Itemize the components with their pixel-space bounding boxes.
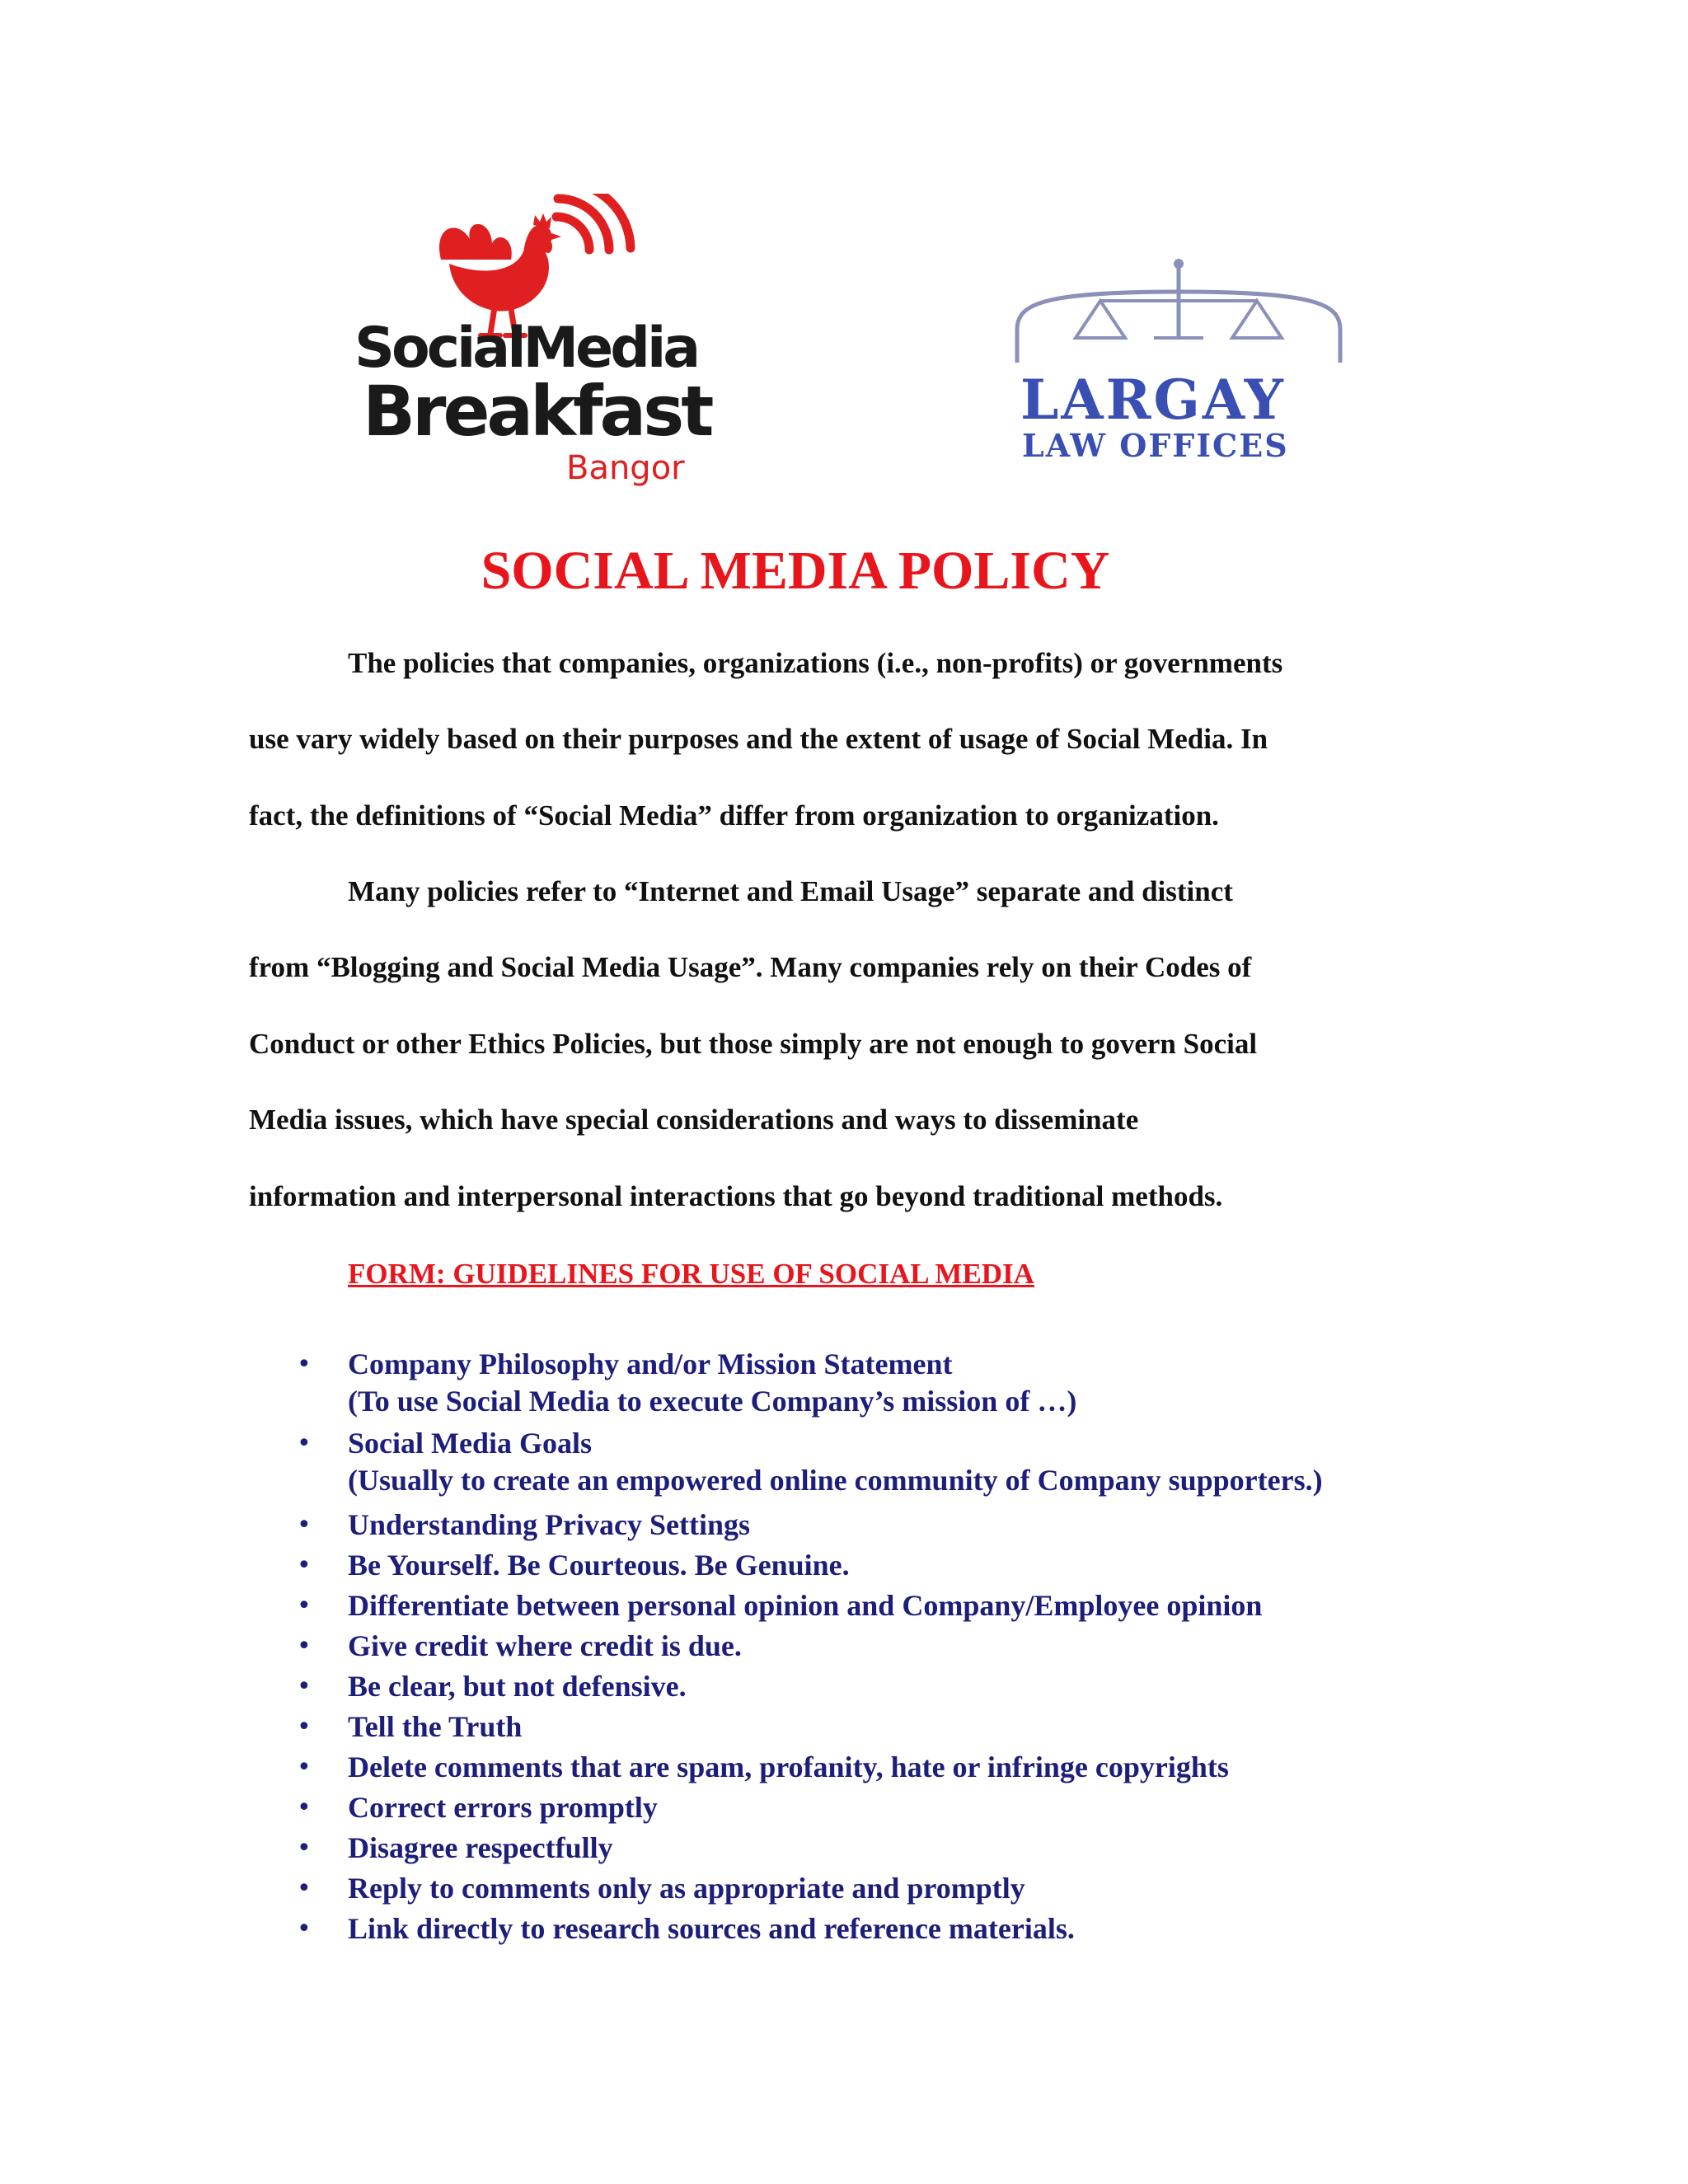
list-item: Link directly to research sources and reference materials. bbox=[348, 1912, 1075, 1945]
paragraph2-line: Many policies refer to “Internet and Email Usage” separate and distinct bbox=[348, 875, 1233, 907]
bullet-icon: • bbox=[297, 1793, 312, 1822]
list-item: Differentiate between personal opinion and Company/Employee opinion bbox=[348, 1589, 1263, 1622]
list-item: Correct errors promptly bbox=[348, 1791, 658, 1824]
social-media-breakfast-logo bbox=[350, 194, 738, 490]
bullet-icon: • bbox=[297, 1511, 312, 1540]
bullet-icon: • bbox=[297, 1350, 312, 1379]
list-item: Company Philosophy and/or Mission Statement bbox=[348, 1347, 953, 1380]
logo-text-largay: LARGAY bbox=[1020, 368, 1286, 432]
largay-law-offices-logo bbox=[1014, 255, 1376, 470]
bullet-icon: • bbox=[297, 1429, 312, 1458]
bullet-icon: • bbox=[297, 1591, 312, 1620]
logo-text-breakfast: Breakfast bbox=[363, 371, 711, 452]
list-item: Delete comments that are spam, profanity, hate or infringe copyrights bbox=[348, 1750, 1229, 1783]
bullet-icon: • bbox=[297, 1632, 312, 1661]
bullet-icon: • bbox=[297, 1672, 312, 1701]
list-item: Give credit where credit is due. bbox=[348, 1629, 742, 1662]
form-heading: FORM: GUIDELINES FOR USE OF SOCIAL MEDIA bbox=[348, 1258, 1034, 1290]
paragraph1-line: The policies that companies, organizations (i.e., non-profits) or governments bbox=[348, 647, 1283, 679]
bullet-icon: • bbox=[297, 1713, 312, 1741]
bullet-icon: • bbox=[297, 1874, 312, 1903]
logo-text-law-offices: LAW OFFICES bbox=[1022, 427, 1289, 464]
bullet-icon: • bbox=[297, 1915, 312, 1943]
paragraph2-line: information and interpersonal interactions that go beyond traditional methods. bbox=[249, 1180, 1223, 1212]
paragraph2-line: Conduct or other Ethics Policies, but those simply are not enough to govern Social bbox=[249, 1028, 1258, 1060]
list-item-note: (Usually to create an empowered online community of Company supporters.) bbox=[348, 1464, 1323, 1497]
paragraph2-line: Media issues, which have special considerations and ways to disseminate bbox=[249, 1104, 1139, 1136]
paragraph1-line: fact, the definitions of “Social Media” differ from organization to organization. bbox=[249, 799, 1219, 832]
list-item: Social Media Goals bbox=[348, 1427, 592, 1460]
list-item-note: (To use Social Media to execute Company’s mission of …) bbox=[348, 1385, 1077, 1418]
list-item: Tell the Truth bbox=[348, 1710, 523, 1743]
list-item: Reply to comments only as appropriate and promptly bbox=[348, 1872, 1025, 1905]
list-item: Disagree respectfully bbox=[348, 1831, 613, 1864]
logo-text-bangor: Bangor bbox=[566, 449, 685, 487]
paragraph2-line: from “Blogging and Social Media Usage”. Many companies rely on their Codes of bbox=[249, 951, 1252, 983]
bullet-icon: • bbox=[297, 1753, 312, 1782]
list-item: Understanding Privacy Settings bbox=[348, 1508, 751, 1541]
page-title: SOCIAL MEDIA POLICY bbox=[481, 541, 1110, 601]
bullet-icon: • bbox=[297, 1834, 312, 1863]
paragraph1-line: use vary widely based on their purposes and the extent of usage of Social Media. In bbox=[249, 723, 1268, 755]
list-item: Be clear, but not defensive. bbox=[348, 1670, 687, 1703]
logo-text-social-media: SocialMedia bbox=[354, 316, 698, 381]
list-item: Be Yourself. Be Courteous. Be Genuine. bbox=[348, 1549, 850, 1582]
bullet-icon: • bbox=[297, 1551, 312, 1580]
